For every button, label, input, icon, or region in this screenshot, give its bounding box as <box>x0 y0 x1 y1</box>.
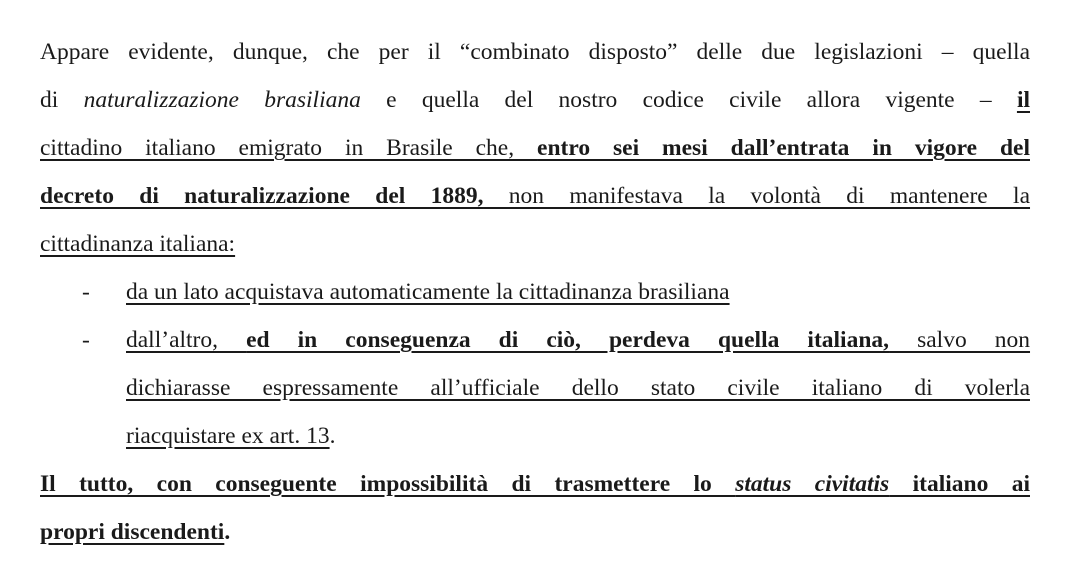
paragraph-line-3 <box>40 124 1030 172</box>
bullet-2-line-3 <box>126 412 1030 460</box>
bullet-item-1 <box>40 268 1030 316</box>
text-span: . <box>329 423 336 449</box>
underlined-bold-text: propri discendenti <box>40 519 225 545</box>
bullet-2-line-3-wrap <box>40 412 1030 460</box>
underlined-text: cittadinanza italiana: <box>40 231 236 257</box>
underlined-text: non manifestava la volontà di mantenere la <box>483 183 1031 209</box>
paragraph-line-2 <box>40 76 1030 124</box>
underlined-text: riacquistare ex art. 13 <box>126 423 330 449</box>
paragraph-line-5 <box>40 220 1030 268</box>
document-page <box>40 28 1030 556</box>
underlined-text: da un lato acquistava automaticamente la cittadinanza brasiliana <box>126 279 730 305</box>
paragraph-line-1 <box>40 28 1030 76</box>
conclusion-line-2 <box>40 508 1030 556</box>
underlined-bold-text: Il tutto, con conseguente impossibilità di trasmettere lo <box>40 471 736 497</box>
bullet-2-line-2-wrap <box>40 364 1030 412</box>
underlined-bold-text: ed in conseguenza di ciò, perdeva quella italiana, <box>246 327 890 353</box>
underlined-bold-text: entro sei mesi dall’entrata in vigore del <box>537 135 1030 161</box>
bullet-2-line-1 <box>126 316 1030 364</box>
underlined-text: dichiarasse espressamente all’ufficiale dello stato civile italiano di volerla <box>126 375 1030 401</box>
text-span: e quella del nostro codice civile allora vigente – <box>360 87 1017 113</box>
bullet-item-2 <box>40 316 1030 364</box>
text-span: Appare evidente, dunque, che per il “combinato disposto” delle due legislazioni – quella <box>40 39 1030 65</box>
underlined-text: salvo non <box>889 327 1031 353</box>
underlined-bold-italic-text: status civitatis <box>735 471 890 497</box>
text-span: . <box>224 519 231 545</box>
underlined-text: dall’altro, <box>126 327 247 353</box>
underlined-bold-text: italiano ai <box>889 471 1030 497</box>
underlined-bold-text: decreto di naturalizzazione del 1889, <box>40 183 484 209</box>
paragraph-line-4 <box>40 172 1030 220</box>
bullet-dash: - <box>82 327 90 353</box>
bullet-2-line-2 <box>126 364 1030 412</box>
text-span: di <box>40 87 84 113</box>
italic-text: naturalizzazione brasiliana <box>83 87 361 113</box>
conclusion-line-1 <box>40 460 1030 508</box>
underlined-text: cittadino italiano emigrato in Brasile che, <box>40 135 538 161</box>
bullet-dash: - <box>82 279 90 305</box>
underlined-bold-text: il <box>1016 87 1030 113</box>
